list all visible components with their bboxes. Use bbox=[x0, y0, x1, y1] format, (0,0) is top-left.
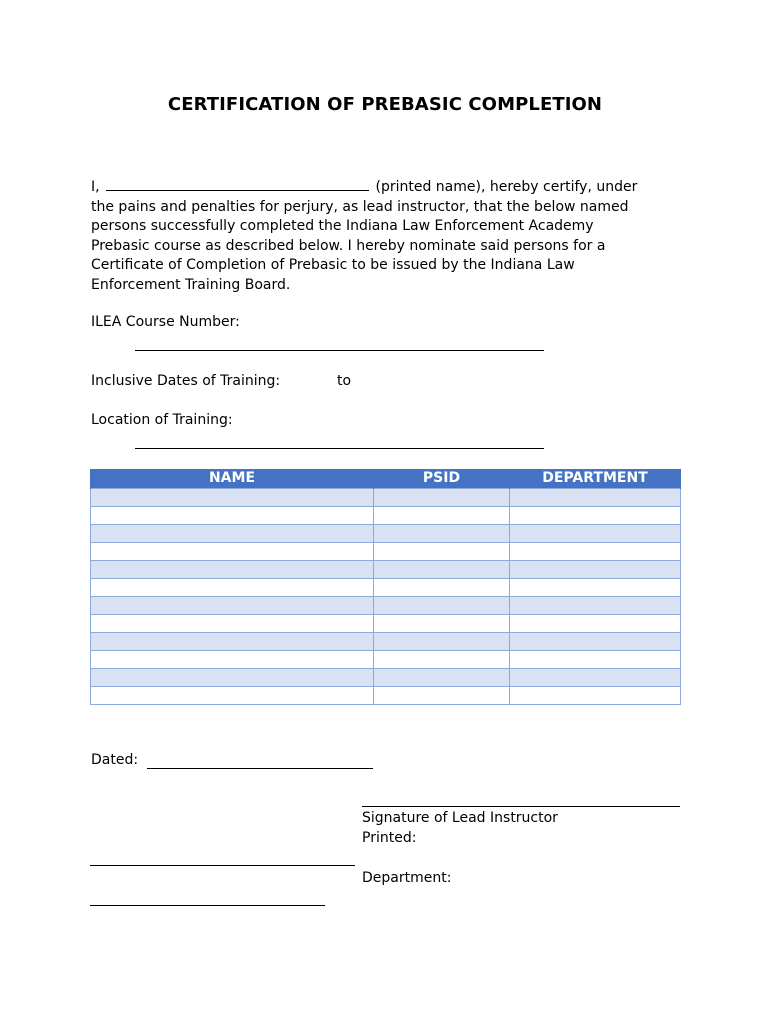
paragraph-line-6: Enforcement Training Board. bbox=[91, 276, 291, 293]
department-cell[interactable] bbox=[510, 489, 681, 507]
department-cell[interactable] bbox=[510, 597, 681, 615]
name-cell[interactable] bbox=[91, 687, 374, 705]
paragraph-line-4: Prebasic course as described below. I hereby nominate said persons for a bbox=[91, 237, 606, 254]
printed-name-field[interactable] bbox=[106, 177, 369, 191]
psid-cell[interactable] bbox=[374, 633, 510, 651]
department-cell[interactable] bbox=[510, 579, 681, 597]
psid-cell[interactable] bbox=[374, 561, 510, 579]
dates-to-label: to bbox=[337, 373, 352, 389]
psid-cell[interactable] bbox=[374, 489, 510, 507]
roster-table bbox=[90, 469, 681, 705]
psid-cell[interactable] bbox=[374, 669, 510, 687]
intro-prefix: I, bbox=[91, 179, 100, 195]
name-cell[interactable] bbox=[91, 669, 374, 687]
table-row bbox=[91, 579, 681, 597]
department-cell[interactable] bbox=[510, 525, 681, 543]
certification-paragraph bbox=[91, 177, 691, 296]
name-cell[interactable] bbox=[91, 597, 374, 615]
name-cell[interactable] bbox=[91, 507, 374, 525]
department-cell[interactable] bbox=[510, 687, 681, 705]
department-cell[interactable] bbox=[510, 651, 681, 669]
department-cell[interactable] bbox=[510, 633, 681, 651]
dated-label: Dated: bbox=[91, 752, 139, 768]
paragraph-line-3: persons successfully completed the Indiana Law Enforcement Academy bbox=[91, 218, 594, 235]
column-header-department: DEPARTMENT bbox=[510, 469, 681, 489]
column-header-psid: PSID bbox=[374, 469, 510, 489]
psid-cell[interactable] bbox=[374, 651, 510, 669]
psid-cell[interactable] bbox=[374, 687, 510, 705]
dates-label: Inclusive Dates of Training: bbox=[91, 373, 281, 389]
psid-cell[interactable] bbox=[374, 597, 510, 615]
department-cell[interactable] bbox=[510, 615, 681, 633]
location-label: Location of Training: bbox=[91, 412, 233, 428]
department-cell[interactable] bbox=[510, 543, 681, 561]
psid-cell[interactable] bbox=[374, 579, 510, 597]
course-number-label: ILEA Course Number: bbox=[91, 314, 240, 330]
printed-label: Printed: bbox=[362, 830, 417, 846]
table-row bbox=[91, 633, 681, 651]
department-label: Department: bbox=[362, 870, 452, 886]
paragraph-line-2: the pains and penalties for perjury, as lead instructor, that the below named bbox=[91, 198, 629, 215]
table-row bbox=[91, 669, 681, 687]
table-row bbox=[91, 651, 681, 669]
column-header-name: NAME bbox=[91, 469, 374, 489]
department-cell[interactable] bbox=[510, 561, 681, 579]
table-row bbox=[91, 543, 681, 561]
department-cell[interactable] bbox=[510, 507, 681, 525]
table-row bbox=[91, 489, 681, 507]
table-row bbox=[91, 597, 681, 615]
course-number-field[interactable] bbox=[135, 350, 544, 351]
name-cell[interactable] bbox=[91, 543, 374, 561]
name-cell[interactable] bbox=[91, 633, 374, 651]
name-cell[interactable] bbox=[91, 579, 374, 597]
paragraph-line-1 bbox=[91, 177, 691, 198]
table-row bbox=[91, 507, 681, 525]
department-line[interactable] bbox=[90, 905, 325, 906]
psid-cell[interactable] bbox=[374, 525, 510, 543]
name-cell[interactable] bbox=[91, 561, 374, 579]
department-cell[interactable] bbox=[510, 669, 681, 687]
name-cell[interactable] bbox=[91, 489, 374, 507]
dated-field[interactable] bbox=[147, 768, 373, 769]
name-cell[interactable] bbox=[91, 525, 374, 543]
name-cell[interactable] bbox=[91, 651, 374, 669]
paragraph-line-5: Certificate of Completion of Prebasic to be issued by the Indiana Law bbox=[91, 257, 575, 274]
signature-label: Signature of Lead Instructor bbox=[362, 810, 558, 826]
signature-line[interactable] bbox=[362, 806, 680, 807]
table-row bbox=[91, 561, 681, 579]
location-field[interactable] bbox=[135, 448, 544, 449]
table-row bbox=[91, 687, 681, 705]
printed-name-line[interactable] bbox=[90, 865, 355, 866]
table-row bbox=[91, 525, 681, 543]
psid-cell[interactable] bbox=[374, 615, 510, 633]
psid-cell[interactable] bbox=[374, 507, 510, 525]
intro-line1-suffix: (printed name), hereby certify, under bbox=[375, 179, 638, 195]
table-row bbox=[91, 615, 681, 633]
name-cell[interactable] bbox=[91, 615, 374, 633]
roster-header-row bbox=[91, 469, 681, 489]
page-title: CERTIFICATION OF PREBASIC COMPLETION bbox=[167, 94, 603, 115]
psid-cell[interactable] bbox=[374, 543, 510, 561]
